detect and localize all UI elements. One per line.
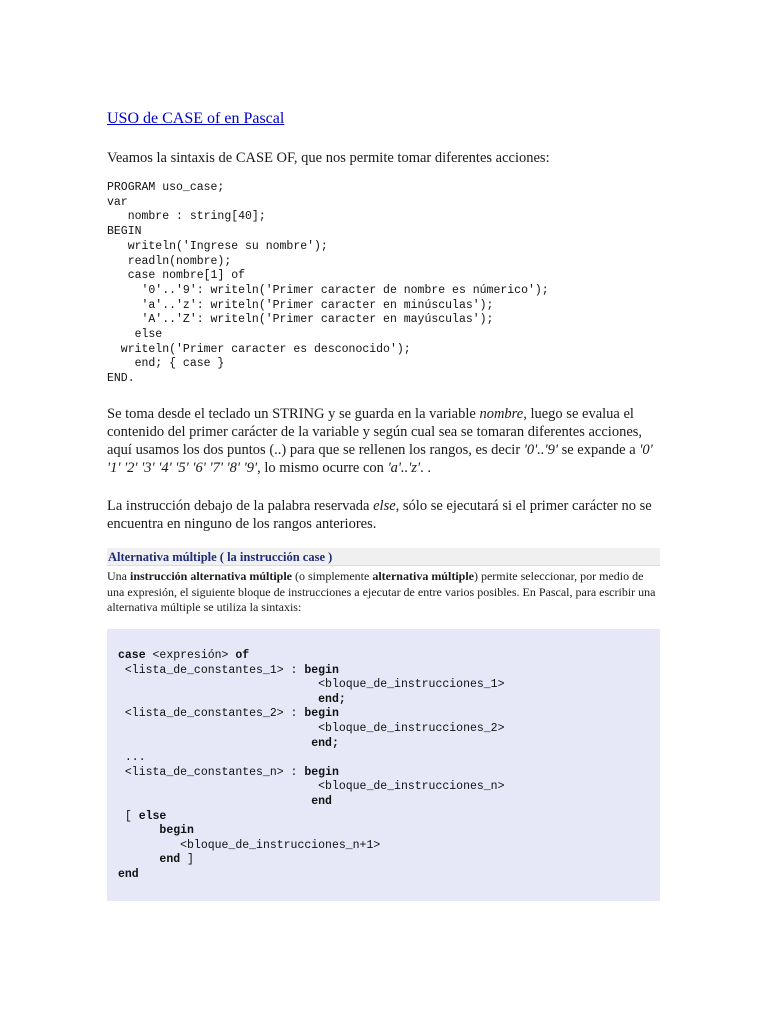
intro-paragraph: Veamos la sintaxis de CASE OF, que nos permite tomar diferentes acciones: [107, 150, 550, 166]
pascal-code-block [107, 181, 549, 387]
else-paragraph: La instrucción debajo de la palabra reservada else, sólo se ejecutará si el primer carácter no se encuentra en ninguno de los rangos anteriores. [107, 498, 652, 532]
range-expansion: '0' '1' '2' '3' '4' '5' '6' '7' '8' '9' [107, 442, 653, 476]
code-line: BEGIN [107, 225, 142, 239]
page-title-link[interactable]: USO de CASE of en Pascal [107, 110, 285, 127]
syntax-box [107, 629, 660, 901]
range-example-letters: 'a'..'z' [387, 460, 421, 476]
code-line: readln(nombre); [107, 254, 232, 268]
code-line: nombre : string[40]; [107, 210, 266, 224]
code-line: else [107, 328, 163, 342]
section-description: Una instrucción alternativa múltiple (o simplemente alternativa múltiple) permite seleccionar, por medio de una expresión, el siguiente bloque de instrucciones a ejecutar de entre varios posibles. En Pascal, para escribir una alternativa múltiple se utiliza la sintaxis: [107, 569, 656, 614]
variable-name: nombre [479, 406, 524, 422]
code-line: PROGRAM uso_case; [107, 181, 225, 194]
case-syntax-code: case <expresión> of <lista_de_constantes_1> : begin <bloque_de_instrucciones_1> end; <lista_de_constantes_2> : begin <bloque_de_instrucciones_2> end; ... <lista_de_constantes_n> : begin <bloque_de_instrucciones_n> end [ else begin <bloque_de_instrucciones_n+1> end ] end [118, 649, 505, 881]
code-line: writeln('Ingrese su nombre'); [107, 239, 328, 253]
code-line: var [107, 195, 128, 209]
range-example: '0'..'9' [523, 442, 558, 458]
code-line: END. [107, 372, 135, 386]
code-line: 'A'..'Z': writeln('Primer caracter en mayúsculas'); [107, 313, 494, 327]
code-line: '0'..'9': writeln('Primer caracter de nombre es númerico'); [107, 283, 549, 297]
else-keyword: else [373, 498, 396, 514]
code-line: case nombre[1] of [107, 269, 246, 283]
explanation-paragraph: Se toma desde el teclado un STRING y se guarda en la variable nombre, luego se evalua el contenido del primer carácter de la variable y según cual sea se tomaran diferentes acciones, aquí usamos los dos puntos (..) para que se rellenen los rangos, es decir '0'..'9' se expande a '0' '1' '2' '3' '4' '5' '6' '7' '8' '9', lo mismo ocurre con 'a'..'z'. . [107, 406, 653, 476]
code-line: writeln('Primer caracter es desconocido'); [107, 342, 411, 356]
code-line: 'a'..'z': writeln('Primer caracter en minúsculas'); [107, 298, 494, 312]
code-line: end; { case } [107, 357, 225, 371]
section-header: Alternativa múltiple ( la instrucción case ) [107, 548, 660, 566]
